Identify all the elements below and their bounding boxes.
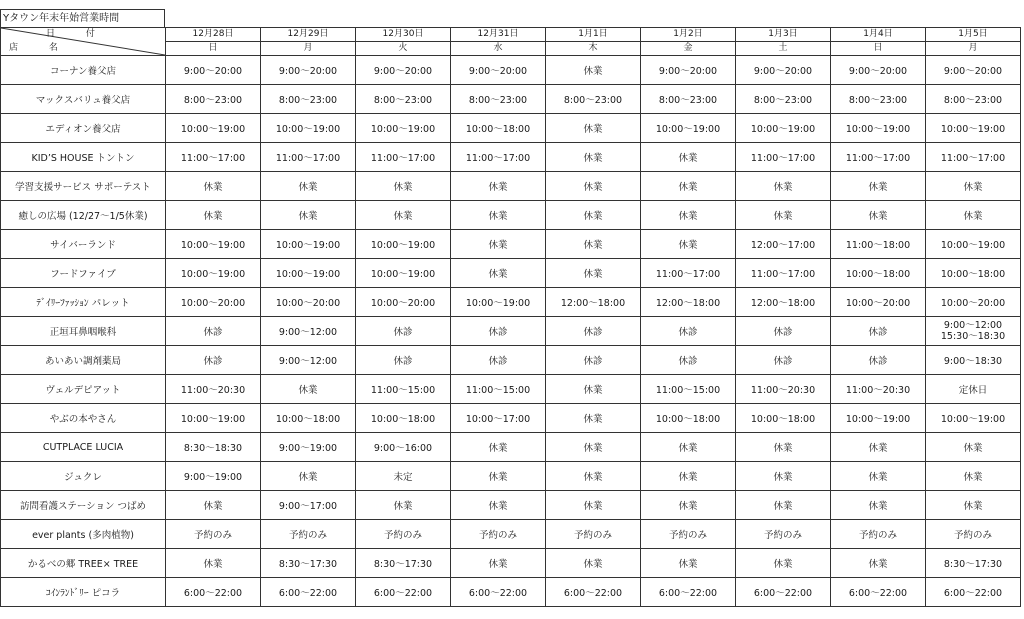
store-row	[1, 172, 1021, 201]
hours-cell: 休業	[451, 259, 546, 288]
hours-cell: 休診	[831, 346, 926, 375]
hours-cell: 10:00～18:00	[356, 404, 451, 433]
hours-cell: 休業	[546, 230, 641, 259]
hours-cell: 休業	[356, 172, 451, 201]
corner-date-label: 日 付	[46, 29, 109, 39]
hours-cell: 休診	[736, 317, 831, 346]
hours-cell: 休業	[546, 259, 641, 288]
hours-cell: 12:00～18:00	[641, 288, 736, 317]
hours-cell: 休業	[546, 404, 641, 433]
hours-cell: 9:00～20:00	[926, 56, 1021, 85]
store-name-cell: ﾃﾞｲﾘｰﾌｧｯｼｮﾝ パレット	[1, 288, 166, 317]
hours-cell: 10:00～19:00	[166, 259, 261, 288]
store-name-cell: かるべの郷 TREE× TREE	[1, 549, 166, 578]
hours-cell: 休業	[831, 433, 926, 462]
hours-cell: 10:00～19:00	[831, 404, 926, 433]
hours-cell: 休業	[926, 491, 1021, 520]
hours-cell: 予約のみ	[736, 520, 831, 549]
hours-cell: 10:00～17:00	[451, 404, 546, 433]
store-name-cell: KID’S HOUSE トントン	[1, 143, 166, 172]
hours-cell: 休業	[641, 230, 736, 259]
hours-cell: 11:00～17:00	[166, 143, 261, 172]
store-row	[1, 230, 1021, 259]
hours-cell: 休業	[261, 172, 356, 201]
hours-cell: 6:00～22:00	[546, 578, 641, 607]
hours-cell: 10:00～19:00	[166, 230, 261, 259]
store-name-cell: ヴェルデピアット	[1, 375, 166, 404]
hours-cell: 9:00～12:00	[261, 317, 356, 346]
hours-cell: 休業	[166, 172, 261, 201]
hours-cell: 9:00～20:00	[736, 56, 831, 85]
hours-cell: 休業	[546, 462, 641, 491]
hours-cell: 12:00～18:00	[736, 288, 831, 317]
weekday-cell: 火	[356, 42, 451, 56]
hours-cell: 予約のみ	[261, 520, 356, 549]
hours-cell: 10:00～19:00	[261, 114, 356, 143]
hours-cell: 休業	[451, 201, 546, 230]
hours-cell: 休業	[546, 172, 641, 201]
store-name-cell: やぶの本やさん	[1, 404, 166, 433]
store-row	[1, 549, 1021, 578]
store-name-cell: ジュクレ	[1, 462, 166, 491]
store-row	[1, 114, 1021, 143]
hours-cell: 11:00～17:00	[356, 143, 451, 172]
hours-cell: 休業	[451, 491, 546, 520]
hours-cell: 8:00～23:00	[451, 85, 546, 114]
hours-cell: 休診	[546, 346, 641, 375]
hours-cell: 10:00～19:00	[166, 114, 261, 143]
hours-cell: 休業	[736, 549, 831, 578]
hours-cell: 休業	[261, 462, 356, 491]
hours-cell: 休診	[831, 317, 926, 346]
store-name-cell: エディオン養父店	[1, 114, 166, 143]
hours-cell: 6:00～22:00	[831, 578, 926, 607]
store-name-cell: CUTPLACE LUCIA	[1, 433, 166, 462]
hours-cell: 9:00～19:00	[166, 462, 261, 491]
weekday-cell: 金	[641, 42, 736, 56]
hours-cell: 9:00～16:00	[356, 433, 451, 462]
hours-cell: 8:30～18:30	[166, 433, 261, 462]
store-row	[1, 346, 1021, 375]
hours-cell: 休業	[451, 172, 546, 201]
hours-cell: 8:00～23:00	[166, 85, 261, 114]
store-row	[1, 520, 1021, 549]
weekday-cell: 日	[166, 42, 261, 56]
hours-cell: 10:00～19:00	[451, 288, 546, 317]
hours-cell: 8:30～17:30	[356, 549, 451, 578]
hours-cell: 休業	[736, 491, 831, 520]
hours-cell: 休診	[641, 317, 736, 346]
hours-cell: 予約のみ	[451, 520, 546, 549]
hours-cell: 11:00～17:00	[736, 259, 831, 288]
hours-cell: 11:00～18:00	[831, 230, 926, 259]
date-cell: 1月3日	[736, 28, 831, 42]
hours-cell: 10:00～18:00	[926, 259, 1021, 288]
weekday-cell: 月	[926, 42, 1021, 56]
hours-cell: 9:00～17:00	[261, 491, 356, 520]
sheet-title: Yタウン年末年始営業時間	[0, 9, 165, 27]
hours-cell: 休業	[641, 172, 736, 201]
hours-cell: 10:00～18:00	[261, 404, 356, 433]
hours-cell: 8:00～23:00	[736, 85, 831, 114]
hours-cell: 予約のみ	[166, 520, 261, 549]
store-row	[1, 259, 1021, 288]
hours-cell: 11:00～17:00	[641, 259, 736, 288]
hours-cell: 休業	[736, 172, 831, 201]
hours-cell: 9:00～20:00	[166, 56, 261, 85]
hours-cell: 休業	[546, 56, 641, 85]
hours-cell: 11:00～20:30	[736, 375, 831, 404]
hours-cell: 休業	[926, 433, 1021, 462]
hours-cell: 休業	[926, 172, 1021, 201]
hours-cell: 休診	[166, 346, 261, 375]
hours-cell: 休業	[641, 143, 736, 172]
hours-cell: 10:00～20:00	[831, 288, 926, 317]
hours-cell: 11:00～15:00	[356, 375, 451, 404]
hours-cell: 休業	[831, 491, 926, 520]
hours-cell: 9:00～12:00 15:30～18:30	[926, 317, 1021, 346]
hours-cell: 9:00～20:00	[831, 56, 926, 85]
hours-cell: 休業	[451, 462, 546, 491]
hours-cell: 休業	[926, 462, 1021, 491]
hours-cell: 休診	[356, 317, 451, 346]
hours-cell: 休業	[831, 462, 926, 491]
hours-cell: 休業	[641, 433, 736, 462]
hours-cell: 9:00～12:00	[261, 346, 356, 375]
date-cell: 12月30日	[356, 28, 451, 42]
hours-cell: 休業	[736, 433, 831, 462]
hours-cell: 8:30～17:30	[926, 549, 1021, 578]
hours-cell: 11:00～17:00	[261, 143, 356, 172]
hours-cell: 休診	[546, 317, 641, 346]
hours-cell: 休診	[451, 346, 546, 375]
hours-cell: 11:00～15:00	[451, 375, 546, 404]
hours-cell: 休業	[831, 172, 926, 201]
hours-cell: 10:00～19:00	[166, 404, 261, 433]
hours-cell: 6:00～22:00	[261, 578, 356, 607]
hours-cell: 休診	[736, 346, 831, 375]
store-name-cell: 正垣耳鼻咽喉科	[1, 317, 166, 346]
store-row	[1, 288, 1021, 317]
hours-cell: 定休日	[926, 375, 1021, 404]
weekday-cell: 土	[736, 42, 831, 56]
store-name-cell: あいあい調剤薬局	[1, 346, 166, 375]
hours-cell: 休業	[356, 491, 451, 520]
hours-cell: 11:00～20:30	[166, 375, 261, 404]
hours-cell: 10:00～18:00	[451, 114, 546, 143]
hours-cell: 6:00～22:00	[166, 578, 261, 607]
hours-cell: 休業	[641, 491, 736, 520]
store-name-cell: フードファイブ	[1, 259, 166, 288]
hours-cell: 予約のみ	[356, 520, 451, 549]
store-name-cell: マックスバリュ養父店	[1, 85, 166, 114]
date-cell: 12月31日	[451, 28, 546, 42]
date-header-row	[1, 28, 1021, 42]
hours-cell: 休業	[831, 549, 926, 578]
store-name-cell: 学習支援サービス サポーテスト	[1, 172, 166, 201]
store-row	[1, 404, 1021, 433]
weekday-cell: 水	[451, 42, 546, 56]
hours-cell: 6:00～22:00	[926, 578, 1021, 607]
hours-cell: 12:00～18:00	[546, 288, 641, 317]
hours-cell: 休業	[546, 491, 641, 520]
hours-cell: 10:00～18:00	[736, 404, 831, 433]
hours-cell: 休業	[546, 201, 641, 230]
store-row	[1, 375, 1021, 404]
hours-cell: 6:00～22:00	[736, 578, 831, 607]
date-cell: 12月28日	[166, 28, 261, 42]
hours-cell: 10:00～18:00	[641, 404, 736, 433]
hours-cell: 9:00～20:00	[261, 56, 356, 85]
hours-cell: 6:00～22:00	[356, 578, 451, 607]
store-row	[1, 56, 1021, 85]
hours-cell: 休業	[451, 230, 546, 259]
hours-cell: 休業	[166, 201, 261, 230]
hours-cell: 9:00～20:00	[356, 56, 451, 85]
store-name-cell: ever plants (多肉植物)	[1, 520, 166, 549]
weekday-cell: 月	[261, 42, 356, 56]
hours-cell: 10:00～19:00	[926, 114, 1021, 143]
hours-cell: 休診	[451, 317, 546, 346]
hours-cell: 9:00～18:30	[926, 346, 1021, 375]
hours-cell: 8:00～23:00	[261, 85, 356, 114]
hours-cell: 10:00～19:00	[261, 259, 356, 288]
hours-cell: 休業	[546, 114, 641, 143]
hours-cell: 休業	[546, 375, 641, 404]
hours-cell: 10:00～20:00	[356, 288, 451, 317]
hours-cell: 10:00～19:00	[831, 114, 926, 143]
hours-cell: 休業	[166, 491, 261, 520]
hours-cell: 6:00～22:00	[451, 578, 546, 607]
hours-cell: 8:00～23:00	[926, 85, 1021, 114]
hours-cell: 10:00～20:00	[261, 288, 356, 317]
hours-cell: 休業	[926, 201, 1021, 230]
hours-cell: 休診	[166, 317, 261, 346]
hours-table	[0, 27, 1021, 607]
hours-cell: 8:00～23:00	[831, 85, 926, 114]
hours-cell: 9:00～20:00	[451, 56, 546, 85]
date-cell: 1月2日	[641, 28, 736, 42]
hours-cell: 8:30～17:30	[261, 549, 356, 578]
store-name-cell: サイバーランド	[1, 230, 166, 259]
weekday-cell: 日	[831, 42, 926, 56]
hours-cell: 10:00～20:00	[926, 288, 1021, 317]
hours-cell: 8:00～23:00	[641, 85, 736, 114]
hours-cell: 11:00～20:30	[831, 375, 926, 404]
hours-cell: 休業	[641, 549, 736, 578]
hours-cell: 8:00～23:00	[356, 85, 451, 114]
hours-cell: 10:00～19:00	[356, 259, 451, 288]
hours-cell: 休業	[546, 143, 641, 172]
store-row	[1, 578, 1021, 607]
date-cell: 1月1日	[546, 28, 641, 42]
hours-cell: 休業	[451, 549, 546, 578]
hours-cell: 6:00～22:00	[641, 578, 736, 607]
hours-cell: 休業	[736, 462, 831, 491]
hours-cell: 休業	[546, 433, 641, 462]
hours-cell: 休業	[641, 462, 736, 491]
hours-cell: 10:00～19:00	[356, 114, 451, 143]
store-name-cell: 訪問看護ステーション つばめ	[1, 491, 166, 520]
hours-cell: 11:00～17:00	[736, 143, 831, 172]
store-row	[1, 462, 1021, 491]
hours-cell: 8:00～23:00	[546, 85, 641, 114]
hours-cell: 休業	[831, 201, 926, 230]
hours-cell: 10:00～19:00	[926, 230, 1021, 259]
store-row	[1, 143, 1021, 172]
hours-cell: 10:00～20:00	[166, 288, 261, 317]
hours-cell: 11:00～17:00	[451, 143, 546, 172]
date-cell: 1月5日	[926, 28, 1021, 42]
hours-cell: 11:00～15:00	[641, 375, 736, 404]
corner-header	[1, 28, 166, 56]
hours-cell: 休業	[261, 375, 356, 404]
store-row	[1, 491, 1021, 520]
weekday-cell: 木	[546, 42, 641, 56]
store-name-cell: 癒しの広場 (12/27～1/5休業)	[1, 201, 166, 230]
hours-cell: 10:00～19:00	[641, 114, 736, 143]
hours-cell: 10:00～19:00	[736, 114, 831, 143]
corner-store-label: 店 名	[9, 43, 72, 53]
hours-cell: 10:00～19:00	[356, 230, 451, 259]
store-row	[1, 433, 1021, 462]
hours-cell: 予約のみ	[641, 520, 736, 549]
hours-cell: 休業	[166, 549, 261, 578]
hours-cell: 休業	[261, 201, 356, 230]
hours-cell: 休診	[356, 346, 451, 375]
hours-cell: 休業	[356, 201, 451, 230]
hours-cell: 10:00～18:00	[831, 259, 926, 288]
hours-cell: 予約のみ	[926, 520, 1021, 549]
hours-cell: 9:00～19:00	[261, 433, 356, 462]
store-name-cell: コーナン養父店	[1, 56, 166, 85]
hours-cell: 休診	[641, 346, 736, 375]
hours-cell: 予約のみ	[546, 520, 641, 549]
hours-cell: 10:00～19:00	[261, 230, 356, 259]
hours-cell: 休業	[451, 433, 546, 462]
hours-cell: 休業	[546, 549, 641, 578]
store-row	[1, 317, 1021, 346]
store-row	[1, 201, 1021, 230]
hours-cell: 11:00～17:00	[926, 143, 1021, 172]
date-cell: 1月4日	[831, 28, 926, 42]
hours-cell: 11:00～17:00	[831, 143, 926, 172]
store-row	[1, 85, 1021, 114]
hours-cell: 未定	[356, 462, 451, 491]
hours-cell: 12:00～17:00	[736, 230, 831, 259]
store-name-cell: ｺｲﾝﾗﾝﾄﾞﾘｰ ピコラ	[1, 578, 166, 607]
hours-cell: 休業	[736, 201, 831, 230]
date-cell: 12月29日	[261, 28, 356, 42]
hours-cell: 予約のみ	[831, 520, 926, 549]
hours-cell: 10:00～19:00	[926, 404, 1021, 433]
hours-cell: 休業	[641, 201, 736, 230]
hours-cell: 9:00～20:00	[641, 56, 736, 85]
